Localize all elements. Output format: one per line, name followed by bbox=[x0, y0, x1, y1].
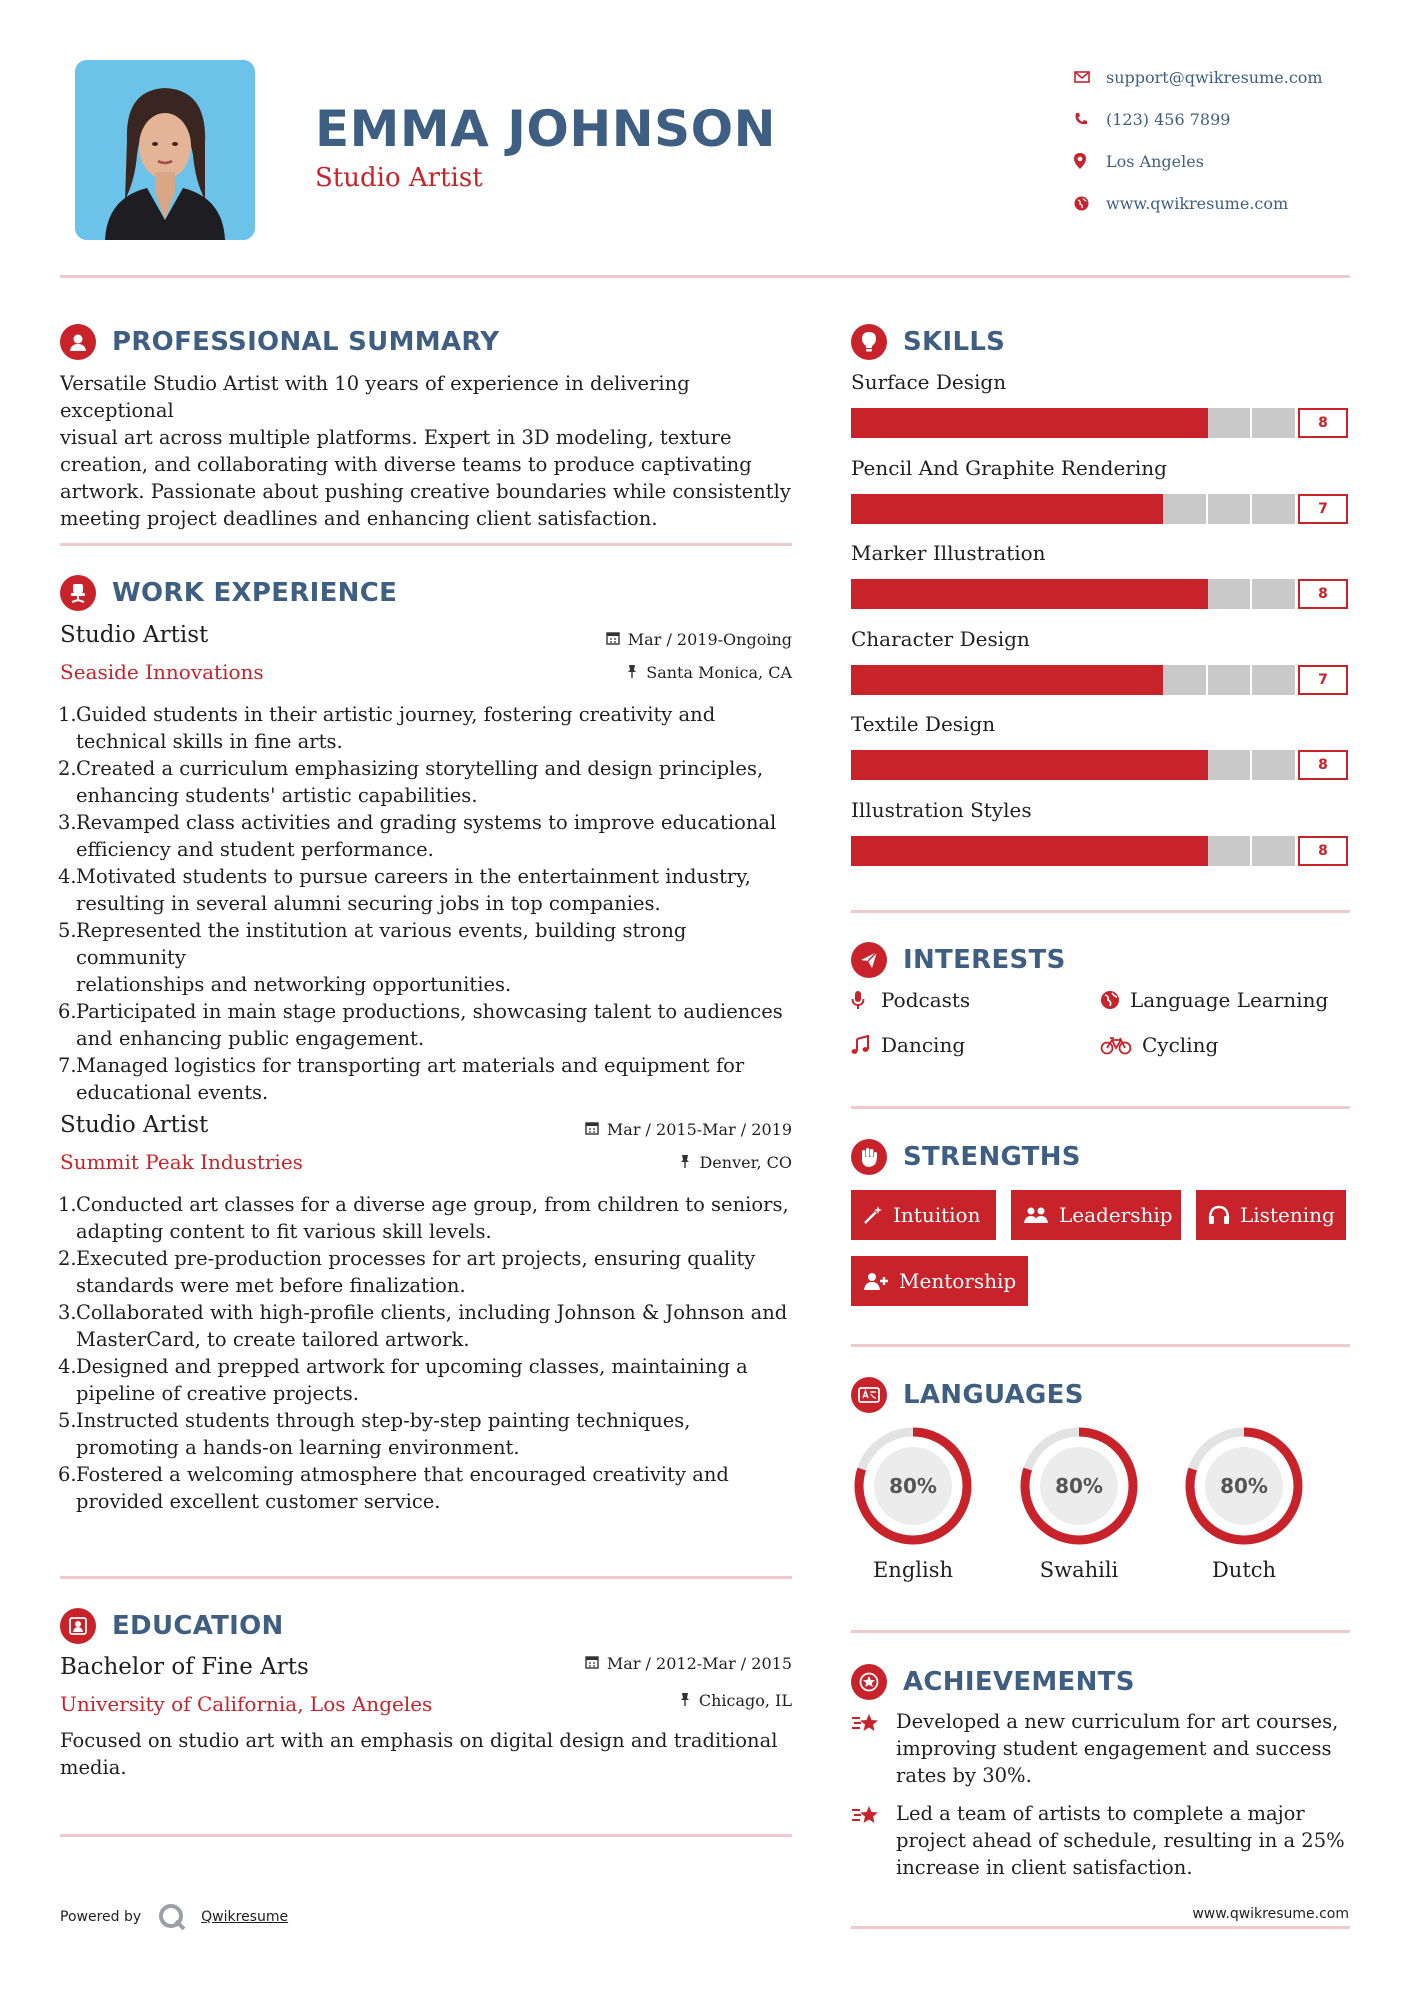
calendar-icon bbox=[585, 1654, 599, 1673]
skill-bar-segment bbox=[940, 579, 985, 609]
skill-bar-segment bbox=[1074, 579, 1119, 609]
skill-bar bbox=[851, 579, 1297, 609]
skill-bar-segment bbox=[1252, 836, 1297, 866]
pin-icon bbox=[679, 1153, 691, 1172]
bicycle-icon bbox=[1100, 1035, 1140, 1055]
experience-heading: WORK EXPERIENCE bbox=[60, 575, 397, 611]
skill-bar bbox=[851, 408, 1297, 438]
education-degree: Bachelor of Fine Arts bbox=[60, 1654, 309, 1680]
list-item: 7. Managed logistics for transporting art materials and equipment for educational events. bbox=[58, 1054, 745, 1104]
strengths-divider bbox=[851, 1344, 1350, 1347]
skill-bar-segment bbox=[1163, 494, 1208, 524]
contact-text: Los Angeles bbox=[1106, 151, 1204, 171]
language-percent: 80% bbox=[1220, 1474, 1268, 1498]
interest-dancing: Dancing bbox=[851, 1033, 965, 1057]
skill-bar-segment bbox=[1029, 665, 1074, 695]
achievement-item: Developed a new curriculum for art courses, improving student engagement and success rates by 30%. bbox=[851, 1708, 1351, 1789]
user-icon bbox=[60, 324, 96, 360]
lightbulb-icon bbox=[851, 324, 887, 360]
contact-list bbox=[1070, 56, 1390, 224]
list-item: 5. Instructed students through step-by-step painting techniques, promoting a hands-on learning environment. bbox=[58, 1409, 691, 1459]
contact-text: support@qwikresume.com bbox=[1106, 67, 1323, 87]
candidate-name: EMMA JOHNSON bbox=[315, 100, 776, 158]
strength-leadership: Leadership bbox=[1011, 1190, 1181, 1240]
skill-bar-segment bbox=[1208, 665, 1253, 695]
skill-bar-segment bbox=[985, 408, 1030, 438]
language-ring bbox=[851, 1424, 975, 1548]
skill-bar-segment bbox=[896, 408, 941, 438]
envelope-icon bbox=[1070, 71, 1106, 83]
job-title: Studio Artist bbox=[60, 622, 209, 648]
skill-bar-segment bbox=[1163, 408, 1208, 438]
job-duties bbox=[58, 701, 798, 1106]
skill-bar-segment bbox=[851, 579, 896, 609]
skill-bar-segment bbox=[896, 836, 941, 866]
list-item: 6. Participated in main stage productions, showcasing talent to audiences and enhancing public engagement. bbox=[58, 1000, 783, 1050]
skill-bar-segment bbox=[1074, 408, 1119, 438]
calendar-icon bbox=[585, 1120, 599, 1139]
achievements-heading: ACHIEVEMENTS bbox=[851, 1664, 1135, 1700]
skill-bar bbox=[851, 750, 1297, 780]
skill-score: 8 bbox=[1298, 579, 1348, 609]
skill-bar-segment bbox=[1119, 408, 1164, 438]
graduate-icon bbox=[60, 1608, 96, 1644]
job-location: Denver, CO bbox=[500, 1153, 792, 1172]
skill-bar-segment bbox=[1074, 750, 1119, 780]
list-item: 3. Collaborated with high-profile clients, including Johnson & Johnson and MasterCard, to create tailored artwork. bbox=[58, 1301, 788, 1351]
skill-bar-segment bbox=[1163, 579, 1208, 609]
education-heading: EDUCATION bbox=[60, 1608, 284, 1644]
interest-podcasts: Podcasts bbox=[851, 988, 970, 1012]
skill-bar bbox=[851, 494, 1297, 524]
fist-icon bbox=[851, 1139, 887, 1175]
contact-location bbox=[1070, 140, 1390, 182]
skill-score: 7 bbox=[1298, 494, 1348, 524]
languages-heading: LANGUAGES bbox=[851, 1377, 1084, 1413]
skill-bar-segment bbox=[1029, 750, 1074, 780]
skill-score: 8 bbox=[1298, 408, 1348, 438]
skill-bar-segment bbox=[1252, 665, 1297, 695]
skill-bar-segment bbox=[851, 494, 896, 524]
contact-website[interactable] bbox=[1070, 182, 1390, 224]
music-note-icon bbox=[851, 1035, 879, 1055]
skill-bar-segment bbox=[1074, 665, 1119, 695]
job-company: Summit Peak Industries bbox=[60, 1150, 303, 1174]
skill-name: Textile Design bbox=[851, 712, 996, 736]
headphones-icon bbox=[1208, 1205, 1230, 1225]
job-dates: Mar / 2019-Ongoing bbox=[500, 630, 792, 649]
language-percent: 80% bbox=[1055, 1474, 1103, 1498]
microphone-icon bbox=[851, 990, 879, 1010]
skill-bar-segment bbox=[1029, 836, 1074, 866]
header-divider bbox=[60, 275, 1350, 278]
skill-bar-segment bbox=[896, 665, 941, 695]
skill-bar-segment bbox=[1208, 579, 1253, 609]
office-chair-icon bbox=[60, 575, 96, 611]
strength-intuition: Intuition bbox=[851, 1190, 996, 1240]
phone-icon bbox=[1070, 112, 1106, 126]
education-school: University of California, Los Angeles bbox=[60, 1692, 433, 1716]
powered-by: Powered by Qwikresume bbox=[60, 1902, 288, 1932]
shooting-star-icon bbox=[851, 1708, 896, 1789]
job-company: Seaside Innovations bbox=[60, 660, 264, 684]
education-dates: Mar / 2012-Mar / 2015 bbox=[500, 1654, 792, 1673]
skill-name: Illustration Styles bbox=[851, 797, 1032, 822]
map-marker-icon bbox=[1070, 153, 1106, 169]
job-title: Studio Artist bbox=[60, 1112, 209, 1138]
language-name: Dutch bbox=[1211, 1558, 1277, 1582]
job-duties bbox=[58, 1191, 798, 1515]
skill-bar-segment bbox=[1252, 408, 1297, 438]
skill-bar-segment bbox=[1119, 494, 1164, 524]
skill-bar bbox=[851, 665, 1297, 695]
job-dates: Mar / 2015-Mar / 2019 bbox=[500, 1120, 792, 1139]
skill-bar-segment bbox=[851, 665, 896, 695]
skill-bar-segment bbox=[1163, 836, 1208, 866]
star-badge-icon bbox=[851, 1664, 887, 1700]
skill-bar-segment bbox=[1119, 665, 1164, 695]
pin-icon bbox=[679, 1691, 691, 1710]
skill-bar-segment bbox=[1208, 494, 1253, 524]
skill-bar-segment bbox=[940, 836, 985, 866]
skill-name: Surface Design bbox=[851, 370, 1007, 394]
education-location: Chicago, IL bbox=[500, 1691, 792, 1710]
candidate-role: Studio Artist bbox=[315, 163, 483, 193]
skill-bar-segment bbox=[985, 494, 1030, 524]
skills-heading: SKILLS bbox=[851, 324, 1005, 360]
summary-divider bbox=[60, 543, 792, 546]
skill-bar-segment bbox=[1208, 836, 1253, 866]
skill-bar-segment bbox=[1119, 579, 1164, 609]
skill-bar-segment bbox=[985, 836, 1030, 866]
qwikresume-logo-icon bbox=[157, 1902, 187, 1932]
language-ring bbox=[1017, 1424, 1141, 1548]
language-name: Swahili bbox=[1039, 1558, 1119, 1582]
users-icon bbox=[1023, 1205, 1049, 1225]
skill-name: Character Design bbox=[851, 626, 1030, 651]
pin-icon bbox=[626, 663, 638, 682]
skill-bar-segment bbox=[940, 750, 985, 780]
shooting-star-icon bbox=[851, 1800, 896, 1881]
list-item: 1. Conducted art classes for a diverse age group, from children to seniors, adapting content to fit various skill levels. bbox=[58, 1193, 789, 1243]
skill-bar-segment bbox=[940, 408, 985, 438]
skill-bar-segment bbox=[851, 836, 896, 866]
contact-phone[interactable] bbox=[1070, 98, 1390, 140]
list-item: 1. Guided students in their artistic journey, fostering creativity and technical skills in fine arts. bbox=[58, 703, 716, 753]
interest-language-learning: Language Learning bbox=[1100, 988, 1328, 1012]
skill-bar-segment bbox=[985, 579, 1030, 609]
education-description: Focused on studio art with an emphasis on digital design and traditional media. bbox=[60, 1729, 778, 1779]
list-item: 3. Revamped class activities and grading systems to improve educational efficiency and student performance. bbox=[58, 811, 777, 861]
skill-bar-segment bbox=[851, 408, 896, 438]
skill-bar-segment bbox=[851, 750, 896, 780]
language-name: English bbox=[872, 1558, 954, 1582]
skill-bar-segment bbox=[985, 750, 1030, 780]
summary-heading: PROFESSIONAL SUMMARY bbox=[60, 324, 499, 360]
interests-divider bbox=[851, 1106, 1350, 1109]
magic-wand-icon bbox=[863, 1205, 883, 1225]
skill-score: 8 bbox=[1298, 836, 1348, 866]
skill-bar-segment bbox=[1252, 750, 1297, 780]
interest-cycling: Cycling bbox=[1100, 1033, 1218, 1057]
skill-bar-segment bbox=[1252, 494, 1297, 524]
skill-bar-segment bbox=[1163, 750, 1208, 780]
skill-bar-segment bbox=[1208, 408, 1253, 438]
language-ring bbox=[1182, 1424, 1306, 1548]
skill-bar-segment bbox=[1252, 579, 1297, 609]
list-item: 2. Executed pre-production processes for art projects, ensuring quality standards were met before finalization. bbox=[58, 1247, 756, 1297]
skill-bar-segment bbox=[1074, 494, 1119, 524]
qwikresume-link[interactable]: Qwikresume bbox=[201, 1909, 289, 1925]
paper-plane-icon bbox=[851, 942, 887, 978]
list-item: 6. Fostered a welcoming atmosphere that encouraged creativity and provided excellent customer service. bbox=[58, 1463, 729, 1513]
globe-icon bbox=[1100, 990, 1128, 1010]
job-location: Santa Monica, CA bbox=[500, 663, 792, 682]
skill-bar-segment bbox=[940, 494, 985, 524]
footer-website[interactable]: www.qwikresume.com bbox=[1192, 1906, 1349, 1922]
language-icon bbox=[851, 1377, 887, 1413]
summary-text: Versatile Studio Artist with 10 years of experience in delivering exceptional visual art across multiple platforms. Expert in 3D modeling, texture creation, and collaborating with diverse teams to produce captivating artwork. Passionate about pushing creative boundaries while consistently meeting project deadlines and enhancing client satisfaction. bbox=[60, 372, 791, 530]
experience-divider bbox=[60, 1576, 792, 1579]
list-item: 5. Represented the institution at various events, building strong community relationships and networking opportunities. bbox=[58, 919, 687, 996]
skill-bar-segment bbox=[896, 494, 941, 524]
skill-bar-segment bbox=[1208, 750, 1253, 780]
globe-icon bbox=[1070, 196, 1106, 211]
person-illustration bbox=[75, 60, 255, 240]
skill-bar-segment bbox=[1029, 579, 1074, 609]
calendar-icon bbox=[606, 630, 620, 649]
skill-bar-segment bbox=[985, 665, 1030, 695]
education-divider bbox=[60, 1834, 792, 1837]
strength-listening: Listening bbox=[1196, 1190, 1346, 1240]
skill-bar-segment bbox=[1029, 494, 1074, 524]
footer-divider bbox=[851, 1926, 1350, 1929]
list-item: 2. Created a curriculum emphasizing storytelling and design principles, enhancing students' artistic capabilities. bbox=[58, 757, 764, 807]
skill-name: Marker Illustration bbox=[851, 541, 1046, 565]
language-percent: 80% bbox=[889, 1474, 937, 1498]
strengths-heading: STRENGTHS bbox=[851, 1139, 1081, 1175]
list-item: 4. Designed and prepped artwork for upcoming classes, maintaining a pipeline of creative projects. bbox=[58, 1355, 748, 1405]
skills-divider bbox=[851, 910, 1350, 913]
list-item: 4. Motivated students to pursue careers in the entertainment industry, resulting in several alumni securing jobs in top companies. bbox=[58, 865, 751, 915]
skill-bar-segment bbox=[1119, 750, 1164, 780]
user-plus-icon bbox=[863, 1271, 889, 1291]
interests-heading: INTERESTS bbox=[851, 942, 1066, 978]
contact-text: (123) 456 7899 bbox=[1106, 109, 1231, 129]
skill-bar-segment bbox=[1119, 836, 1164, 866]
skill-bar bbox=[851, 836, 1297, 866]
achievement-item: Led a team of artists to complete a major project ahead of schedule, resulting in a 25% increase in client satisfaction. bbox=[851, 1800, 1351, 1881]
skill-bar-segment bbox=[896, 750, 941, 780]
skill-bar-segment bbox=[896, 579, 941, 609]
skill-score: 8 bbox=[1298, 750, 1348, 780]
skill-bar-segment bbox=[1029, 408, 1074, 438]
strength-mentorship: Mentorship bbox=[851, 1256, 1028, 1306]
skill-name: Pencil And Graphite Rendering bbox=[851, 455, 1167, 480]
skill-bar-segment bbox=[940, 665, 985, 695]
contact-email[interactable] bbox=[1070, 56, 1390, 98]
skill-bar-segment bbox=[1074, 836, 1119, 866]
contact-text: www.qwikresume.com bbox=[1106, 193, 1289, 213]
skill-score: 7 bbox=[1298, 665, 1348, 695]
profile-photo bbox=[75, 60, 255, 240]
skill-bar-segment bbox=[1163, 665, 1208, 695]
languages-divider bbox=[851, 1630, 1350, 1633]
